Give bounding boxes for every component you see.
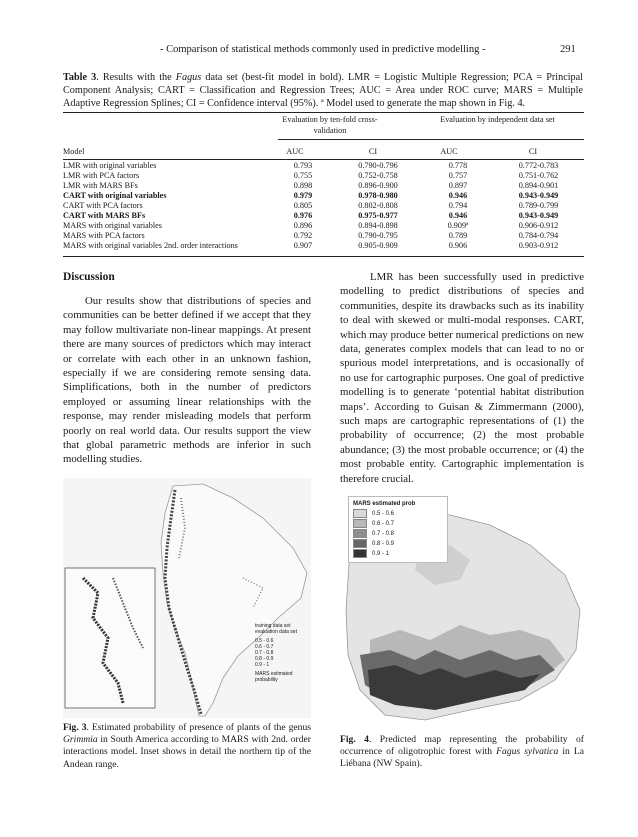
fig3-legend: training data set evaluation data set 0.5 - 0.6 0.6 - 0.7 0.7 - 0.8 0.8 - 0.9 0.9 - 1 MARS estimated probability — [255, 623, 309, 683]
fig4-caption: Fig. 4. Predicted map representing the probability of occurrence of oligotrophic forest with Fagus sylvatica in La Liébana (NW Spain). — [340, 734, 584, 770]
table-cell-model: LMR with MARS BFs — [63, 181, 138, 190]
table-cell-model: CART with original variables — [63, 191, 167, 200]
table-cell-auc1: 0.896 — [293, 221, 313, 230]
page-number: 291 — [560, 44, 576, 55]
table-cell-ci2: 0.751-0.762 — [518, 171, 559, 180]
running-title: - Comparison of statistical methods commonly used in predictive modelling - — [160, 44, 486, 55]
table-cell-ci1: 0.790-0.796 — [358, 161, 398, 170]
legend-label: 0.5 - 0.6 — [372, 511, 395, 518]
fig3-legend-title: MARS estimated probability — [255, 671, 293, 683]
table3-body — [63, 161, 584, 251]
fig4-legend-title: MARS estimated prob — [353, 501, 416, 507]
table-cell-auc1: 0.976 — [293, 211, 313, 220]
table-cell-auc2: 0.757 — [448, 171, 468, 180]
table-cell-auc1: 0.793 — [293, 161, 313, 170]
table-cell-ci2: 0.943-0.949 — [518, 211, 559, 220]
table-cell-auc1: 0.792 — [293, 231, 313, 240]
legend-swatch — [353, 519, 367, 528]
table-caption-label: Table 3 — [63, 72, 97, 83]
table-cell-ci1: 0.802-0.808 — [358, 201, 398, 210]
table-cell-model: LMR with PCA factors — [63, 171, 140, 180]
table-cell-ci1: 0.975-0.977 — [358, 211, 398, 220]
discussion-heading: Discussion — [63, 271, 115, 283]
table-row — [63, 211, 584, 221]
table-cell-ci1: 0.790-0.795 — [358, 231, 398, 240]
table-row — [63, 231, 584, 241]
table-row — [63, 181, 584, 191]
table-cell-auc2: 0.897 — [448, 181, 468, 190]
fig4-legend-item — [353, 519, 443, 529]
col-header-auc1: AUC — [286, 147, 304, 156]
table-cell-auc1: 0.755 — [293, 171, 313, 180]
table-row — [63, 191, 584, 201]
table-cell-auc2: 0.946 — [448, 191, 468, 200]
col-header-ci1: CI — [368, 147, 378, 156]
table-row — [63, 221, 584, 231]
table-cell-ci1: 0.905-0.909 — [358, 241, 398, 250]
legend-label: 0.7 - 0.8 — [372, 531, 395, 538]
group-header-independent: Evaluation by independent data set — [440, 115, 555, 124]
table-cell-ci2: 0.894-0.901 — [518, 181, 559, 190]
table-cell-model: MARS with PCA factors — [63, 231, 145, 240]
table-cell-model: CART with MARS BFs — [63, 211, 146, 220]
table-caption: Table 3. Results with the Fagus data set (best-fit model in bold). LMR = Logistic Multiple Regression; PCA = Principal Component Analysis; CART = Classification and Regression Trees; AUC = Area under ROC curve; MARS = Multiple Adaptive Regression Splines; CI = Confidence interval (95%). ª Model used to generate the map shown in Fig. 4. — [63, 72, 584, 109]
table-cell-auc2: 0.794 — [448, 201, 468, 210]
table-cell-ci1: 0.752-0.758 — [358, 171, 398, 180]
table-cell-auc2: 0.946 — [448, 211, 468, 220]
table-row — [63, 171, 584, 181]
table-cell-ci1: 0.896-0.900 — [358, 181, 398, 190]
table-cell-auc1: 0.898 — [293, 181, 313, 190]
table-cell-ci2: 0.906-0.912 — [518, 221, 559, 230]
legend-swatch — [353, 509, 367, 518]
fig4-legend-item — [353, 549, 443, 559]
table-cell-auc1: 0.979 — [293, 191, 313, 200]
col-header-ci2: CI — [528, 147, 538, 156]
group-header-cv: Evaluation by ten-fold cross-validation — [282, 115, 378, 135]
table-cell-model: LMR with original variables — [63, 161, 157, 170]
table-cell-auc2: 0.909ª — [447, 221, 469, 230]
table-cell-ci2: 0.943-0.949 — [518, 191, 559, 200]
fig4-legend-item — [353, 539, 443, 549]
legend-swatch — [353, 549, 367, 558]
table-cell-ci2: 0.784-0.794 — [518, 231, 559, 240]
table-row — [63, 161, 584, 171]
col-header-model: Model — [63, 147, 85, 156]
fig4-legend-item — [353, 529, 443, 539]
discussion-paragraph-1: Our results show that distributions of species and communities can be better defined if we accept that they may follow multivariate non-linear mappings. At present there are many sources of predictors which may interact or correlate with each other in an unknown fashion, especially if we are considering remote sensing data. Simplifications, both in the number of predictors employed or assuming linear relationships with the response, may render misleading models that perform poorly on real world data. Our results support the view that global parametric methods are inferior in such modelling studies. — [63, 295, 311, 466]
table-cell-ci2: 0.903-0.912 — [518, 241, 559, 250]
fig4-legend-item — [353, 509, 443, 519]
legend-label: 0.8 - 0.9 — [372, 541, 395, 548]
table-cell-model: CART with PCA factors — [63, 201, 143, 210]
table-row — [63, 241, 584, 251]
table-cell-auc2: 0.906 — [448, 241, 468, 250]
table-cell-auc2: 0.789 — [448, 231, 468, 240]
legend-swatch — [353, 539, 367, 548]
legend-label: 0.9 - 1 — [372, 551, 390, 558]
table-top-rule — [63, 112, 584, 113]
table-cell-ci2: 0.789-0.799 — [518, 201, 559, 210]
legend-label: 0.6 - 0.7 — [372, 521, 395, 528]
table-row — [63, 201, 584, 211]
table-bottom-rule — [63, 256, 584, 257]
fig4-legend — [348, 496, 448, 563]
table-cell-model: MARS with original variables — [63, 221, 162, 230]
legend-swatch — [353, 529, 367, 538]
fig4-map — [340, 490, 584, 730]
table-cell-ci1: 0.894-0.898 — [358, 221, 398, 230]
fig3-caption: Fig. 3. Estimated probability of presence of plants of the genus Grimmia in South America according to MARS with 2nd. order interactions model. Inset shows in detail the northern tip of the Andean range. — [63, 722, 311, 770]
table-cell-auc2: 0.778 — [448, 161, 468, 170]
table-caption-species: Fagus — [175, 72, 202, 83]
discussion-paragraph-2: LMR has been successfully used in predictive modelling to predict distributions of species and communities, despite its drawbacks such as its inability to deal with skewed or multi-modal responses. CART, which may produce better numerical predictions on new data, generates complex models that can lead to no or spurious model interpretations, and is occasionally of no use for cartographic purposes. One goal of predictive modelling is to generate ‘potential habitat distribution maps’. According to Guisan & Zimmermann (2000), such maps are cartographic representations of (1) the probability of occurrence; (2) the most probable abundance; (3) the most probable occurrence; or (4) the most probable entity. Cartographic implementation is therefore crucial. — [340, 271, 584, 485]
table-cell-ci2: 0.772-0.783 — [518, 161, 559, 170]
table-cell-auc1: 0.805 — [293, 201, 313, 210]
group-header-rule — [278, 139, 584, 140]
table-cell-model: MARS with original variables 2nd. order interactions — [63, 241, 238, 250]
table-cell-ci1: 0.978-0.980 — [358, 191, 398, 200]
table-header-rule — [63, 159, 584, 160]
col-header-auc2: AUC — [440, 147, 458, 156]
fig3-map — [63, 478, 311, 718]
table-cell-auc1: 0.907 — [293, 241, 313, 250]
